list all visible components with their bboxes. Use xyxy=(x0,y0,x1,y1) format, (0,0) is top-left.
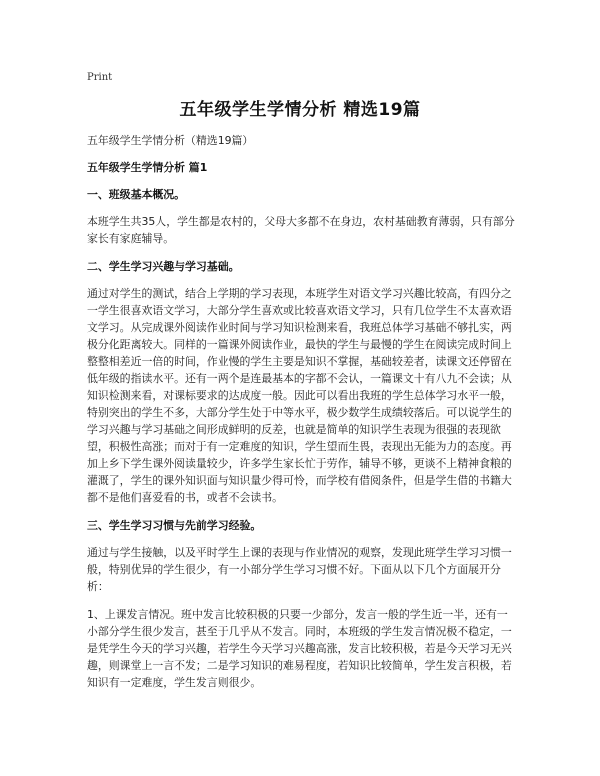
document-subtitle: 五年级学生学情分析（精选19篇） xyxy=(87,134,254,147)
article-heading: 五年级学生学情分析 篇1 xyxy=(87,161,208,174)
section-3-paragraph-2: 1、上课发言情况。班中发言比较积极的只要一少部分，发言一般的学生近一半，还有一小部分学生很少发言，甚至于几乎从不发言。同时，本班级的学生发言情况极不稳定，一是凭学生今天的学习兴趣，若学生今天学习兴趣高涨，发言比较积极，若是今天学习无兴趣，则课堂上一言不发；二是学习知识的难易程度，若知识比较简单，学生发言积极，若知识有一定难度，学生发言则很少。 xyxy=(87,608,512,689)
section-2-heading: 二、学生学习兴趣与学习基础。 xyxy=(87,260,240,273)
section-3-paragraph-1: 通过与学生接触，以及平时学生上课的表现与作业情况的观察，发现此班学生学习习惯一般，特别优异的学生很少，有一小部分学生学习习惯不好。下面从以下几个方面展开分析： xyxy=(87,546,512,593)
document-title: 五年级学生学情分析 精选19篇 xyxy=(179,100,421,120)
document-body xyxy=(87,132,517,691)
section-2-paragraph: 通过对学生的测试，结合上学期的学习表现，本班学生对语文学习兴趣比较高，有四分之一学生很喜欢语文学习，大部分学生喜欢或比较喜欢语文学习，只有几位学生不太喜欢语文学习。从完成课外阅读作业时间与学习知识检测来看，我班总体学习基础不够扎实，两极分化距离较大。同样的一篇课外阅读作业，最快的学生与最慢的学生在阅读完成时间上整整相差近一倍的时间，作业慢的学生主要是知识不掌握，基础较差者，读课文还停留在低年级的指读水平。还有一两个是连最基本的字都不会认，一篇课文十有八九不会读；从知识检测来看，对课标要求的达成度一般。因此可以看出我班的学生总体学习水平一般，特别突出的学生不多，大部分学生处于中等水平，极少数学生成绩较落后。可以说学生的学习兴趣与学习基础之间形成鲜明的反差，也就是简单的知识学生表现为很强的表现欲望，积极性高涨；而对于有一定难度的知识，学生望而生畏，表现出无能为力的态度。再加上乡下学生课外阅读量较少，许多学生家长忙于劳作，辅导不够，更谈不上精神食粮的灌溉了，学生的课外知识面与知识量少得可怜，而学校有借阅条件，但是学生借的书籍大都不是他们喜爱看的书，或者不会读书。 xyxy=(87,287,512,504)
print-link[interactable]: Print xyxy=(87,72,113,83)
section-1-heading: 一、班级基本概况。 xyxy=(87,188,186,201)
section-1-paragraph: 本班学生共35人，学生都是农村的，父母大多都不在身边，农村基础教育薄弱，只有部分家长有家庭辅导。 xyxy=(87,215,515,245)
section-3-heading: 三、学生学习习惯与先前学习经验。 xyxy=(87,519,262,532)
